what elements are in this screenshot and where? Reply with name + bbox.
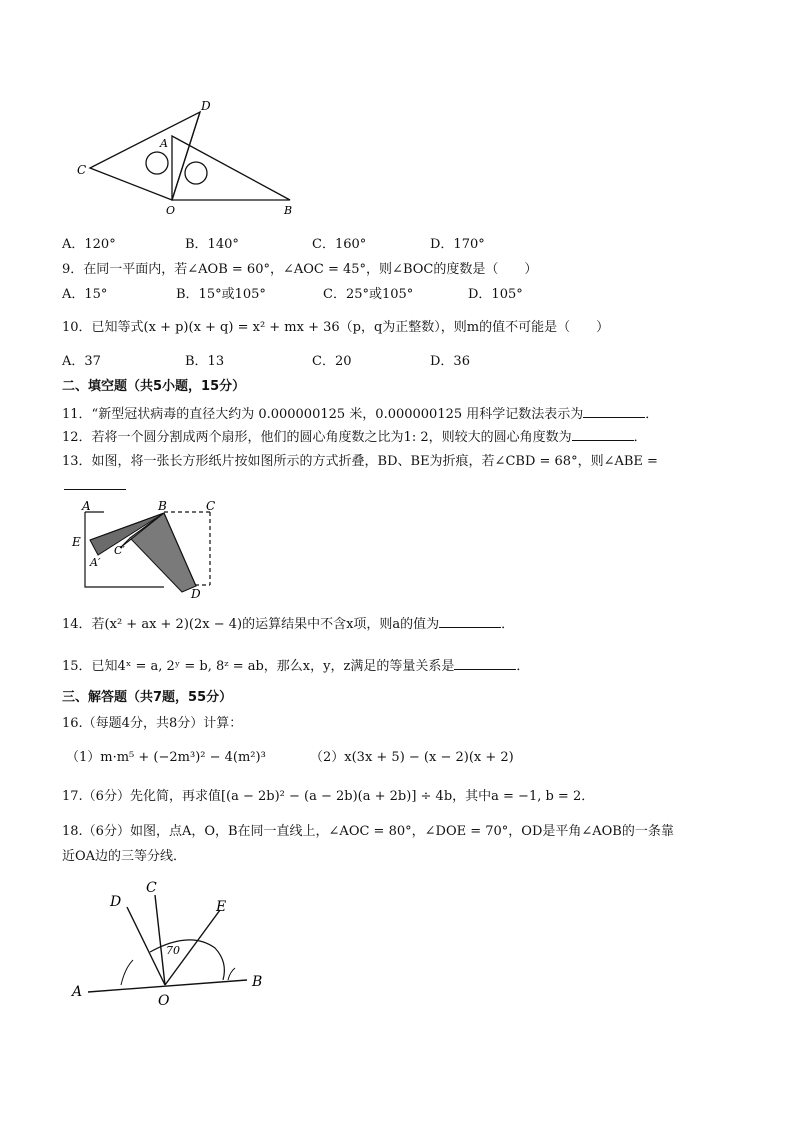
q10-option-c: C．20 — [312, 354, 352, 369]
q9-option-b: B．15°或105° — [176, 287, 266, 302]
q10-stem: 10．已知等式(x + p)(x + q) = x² + mx + 36（p，q为正整数），则m的值不可能是（ ） — [62, 320, 610, 335]
fig13-label-a: A — [82, 499, 91, 513]
q11-stem: 11．“新型冠状病毒的直径大约为 0.000000125 米，0.000000125 用科学记数法表示为 — [62, 407, 584, 422]
fig18-label-o: O — [158, 993, 170, 1009]
fig13-label-e: E — [72, 535, 81, 549]
q17: 17.（6分）先化简，再求值[(a − 2b)² − (a − 2b)(a + 2b)] ÷ 4b，其中a = −1, b = 2． — [62, 789, 595, 804]
q9-option-a: A．15° — [62, 287, 108, 302]
fig18-label-c: C — [146, 880, 157, 896]
fig13-label-c: C — [206, 499, 216, 513]
fig13-label-a-prime: A′ — [90, 556, 101, 569]
q11-end: ． — [645, 407, 659, 422]
fig8-label-c: C — [77, 163, 87, 177]
q15-stem: 15．已知4ˣ = a, 2ʸ = b, 8ᶻ = ab，那么x，y，z满足的等量关系是 — [62, 659, 455, 674]
q10-option-d: D．36 — [430, 354, 470, 369]
q10-option-a: A．37 — [62, 354, 101, 369]
fig8-label-a: A — [160, 137, 168, 150]
q15-end: ． — [516, 659, 530, 674]
fig13-label-d: D — [191, 587, 201, 601]
fig8-label-b: B — [284, 204, 293, 217]
q16-part-2: （2）x(3x + 5) − (x − 2)(x + 2) — [310, 750, 514, 765]
q10-option-b: B．13 — [185, 354, 225, 369]
q12-end: ． — [633, 430, 647, 445]
q8-option-c: C．160° — [312, 237, 367, 252]
q16-stem: 16.（每题4分，共8分）计算： — [62, 716, 243, 731]
section-3-heading: 三、解答题（共7题，55分） — [62, 690, 233, 705]
q8-option-b: B．140° — [185, 237, 239, 252]
q18-line-1: 18.（6分）如图，点A，O，B在同一直线上，∠AOC = 80°，∠DOE = 70°，OD是平角∠AOB的一条靠 — [62, 824, 674, 839]
q9-stem: 9．在同一平面内，若∠AOB = 60°，∠AOC = 45°，则∠BOC的度数是（ ） — [62, 262, 538, 277]
fig8-label-o: O — [166, 204, 176, 217]
fig18-label-a: A — [72, 984, 83, 1000]
fig18-label-e: E — [216, 899, 227, 915]
q16-part-1: （1）m·m⁵ + (−2m³)² − 4(m²)³ — [66, 750, 266, 765]
fig13-label-b: B — [158, 499, 167, 513]
q13-stem: 13．如图，将一张长方形纸片按如图所示的方式折叠，BD、BE为折痕，若∠CBD = 68°，则∠ABE = — [62, 454, 658, 469]
fig8-label-d: D — [201, 99, 211, 113]
q8-option-d: D．170° — [430, 237, 485, 252]
fig18-label-d: D — [110, 894, 122, 910]
q14-end: ． — [501, 617, 515, 632]
q14-stem: 14．若(x² + ax + 2)(2x − 4)的运算结果中不含x项，则a的值为 — [62, 617, 440, 632]
q18-line-2: 近OA边的三等分线． — [62, 849, 187, 864]
section-2-heading: 二、填空题（共5小题，15分） — [62, 379, 246, 394]
q9-option-d: D．105° — [468, 287, 523, 302]
q8-option-a: A．120° — [62, 237, 116, 252]
q12-stem: 12．若将一个圆分割成两个扇形，他们的圆心角度数之比为1: 2，则较大的圆心角度数为 — [62, 430, 572, 445]
fig18-angle-label: 70 — [166, 944, 180, 957]
fig18-label-b: B — [252, 974, 263, 990]
q9-option-c: C．25°或105° — [323, 287, 414, 302]
fig13-label-c-prime: C′ — [114, 544, 125, 557]
